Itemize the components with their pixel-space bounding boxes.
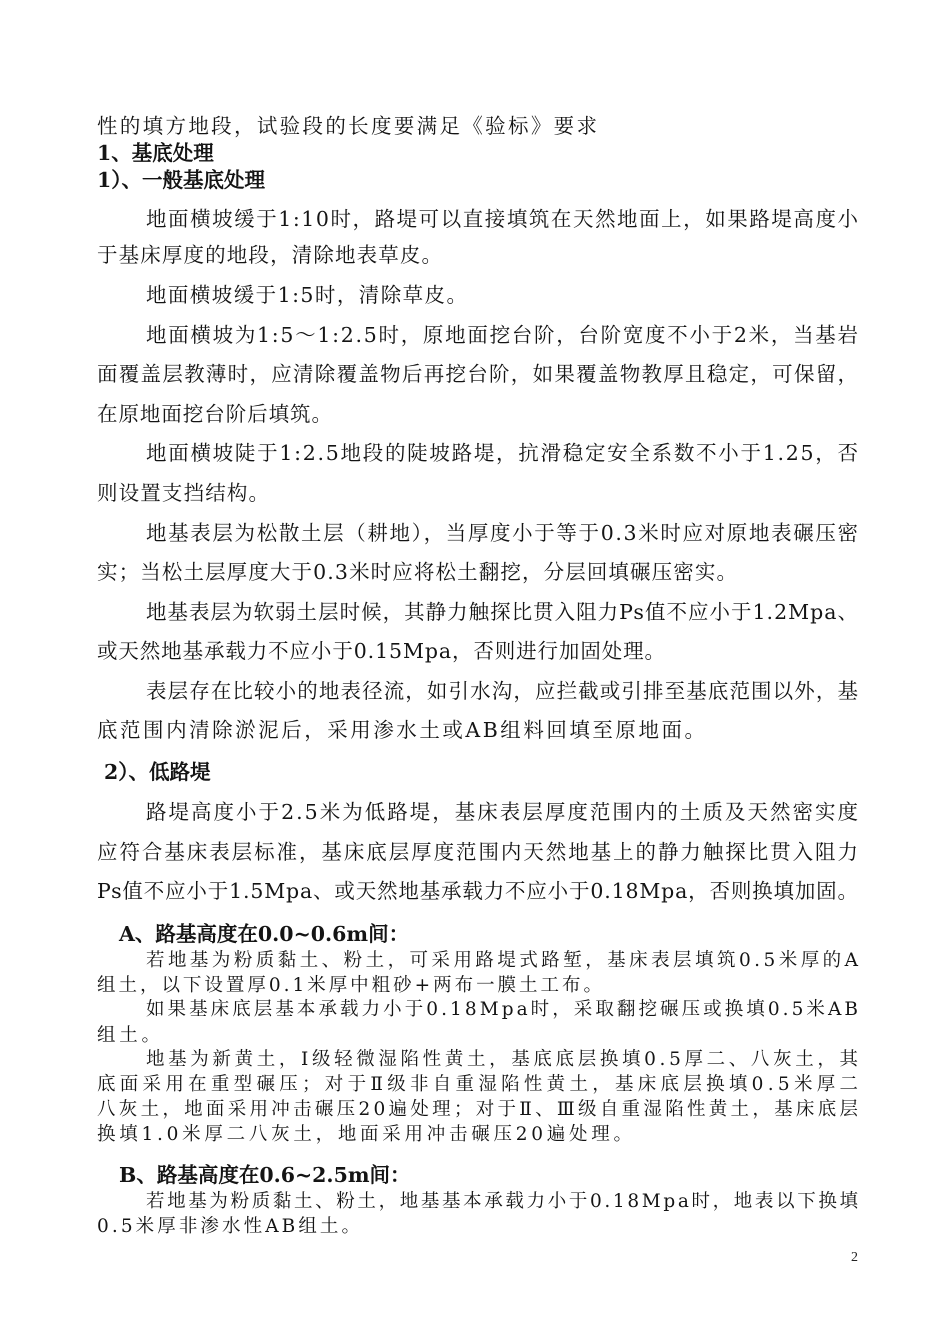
paragraph-line: 换填1.0米厚二八灰土，地面采用冲击碾压20遍处理。 (97, 1124, 636, 1145)
paragraph-line: 地面横坡为1:5～1:2.5时，原地面挖台阶，台阶宽度不小于2米，当基岩 (146, 323, 860, 347)
paragraph-line: 于基床厚度的地段，清除地表草皮。 (97, 243, 444, 267)
paragraph-line: 性的填方地段，试验段的长度要满足《验标》要求 (97, 114, 600, 138)
paragraph-line: 若地基为粉质黏土、粉土，可采用路堤式路堑，基床表层填筑0.5米厚的A (146, 950, 862, 971)
subsection-heading: A、路基高度在0.0~0.6m间： (119, 922, 410, 946)
paragraph-line: 地基为新黄土，Ⅰ级轻微湿陷性黄土，基底底层换填0.5厚二、八灰土，其 (146, 1049, 862, 1070)
paragraph-line: 面覆盖层教薄时，应清除覆盖物后再挖台阶，如果覆盖物教厚且稳定，可保留， (97, 362, 860, 386)
paragraph-line: 路堤高度小于2.5米为低路堤，基床表层厚度范围内的土质及天然密实度 (146, 800, 861, 824)
paragraph-line: 地面横坡缓于1:5时，清除草皮。 (146, 283, 469, 307)
paragraph-line: 在原地面挖台阶后填筑。 (97, 402, 333, 426)
paragraph-line: 则设置支挡结构。 (97, 481, 271, 505)
paragraph-line: Ps值不应小于1.5Mpa、或天然地基承载力不应小于0.18Mpa，否则换填加固。 (97, 879, 859, 903)
paragraph-line: 地基表层为软弱土层时候，其静力触探比贯入阻力Ps值不应小于1.2Mpa、 (146, 600, 860, 624)
paragraph-line: 八灰土，地面采用冲击碾压20遍处理；对于Ⅱ、Ⅲ级自重湿陷性黄土，基床底层 (97, 1099, 862, 1120)
page-number: 2 (851, 1250, 858, 1265)
paragraph-line: 实；当松土层厚度大于0.3米时应将松土翻挖，分层回填碾压密实。 (97, 560, 739, 584)
subsection-heading: 1）、一般基底处理 (97, 168, 266, 192)
paragraph-line: 地面横坡缓于1:10时，路堤可以直接填筑在天然地面上，如果路堤高度小 (146, 207, 860, 231)
paragraph-line: 0.5米厚非渗水性AB组土。 (97, 1216, 364, 1237)
paragraph-line: 应符合基床表层标准，基床底层厚度范围内天然地基上的静力触探比贯入阻力 (97, 840, 860, 864)
paragraph-line: 组土，以下设置厚0.1米厚中粗砂+两布一膜土工布。 (97, 975, 605, 996)
paragraph-line: 底范围内清除淤泥后，采用渗水土或AB组料回填至原地面。 (97, 718, 708, 742)
paragraph-line: 底面采用在重型碾压；对于Ⅱ级非自重湿陷性黄土，基床底层换填0.5米厚二 (97, 1074, 863, 1095)
paragraph-line: 或天然地基承载力不应小于0.15Mpa，否则进行加固处理。 (97, 639, 666, 663)
section-heading: 1、基底处理 (97, 141, 214, 165)
paragraph-line: 组土。 (97, 1025, 164, 1046)
paragraph-line: 若地基为粉质黏土、粉土，地基基本承载力小于0.18Mpa时，地表以下换填 (146, 1191, 861, 1212)
paragraph-line: 如果基床底层基本承载力小于0.18Mpa时，采取翻挖碾压或换填0.5米AB (146, 999, 862, 1020)
paragraph-line: 地面横坡陡于1:2.5地段的陡坡路堤，抗滑稳定安全系数不小于1.25，否 (146, 441, 860, 465)
subsection-heading: B、路基高度在0.6~2.5m间： (119, 1163, 411, 1187)
subsection-heading: 2）、低路堤 (104, 760, 211, 784)
paragraph-line: 地基表层为松散土层（耕地），当厚度小于等于0.3米时应对原地表碾压密 (146, 521, 860, 545)
paragraph-line: 表层存在比较小的地表径流，如引水沟，应拦截或引排至基底范围以外，基 (146, 679, 860, 703)
